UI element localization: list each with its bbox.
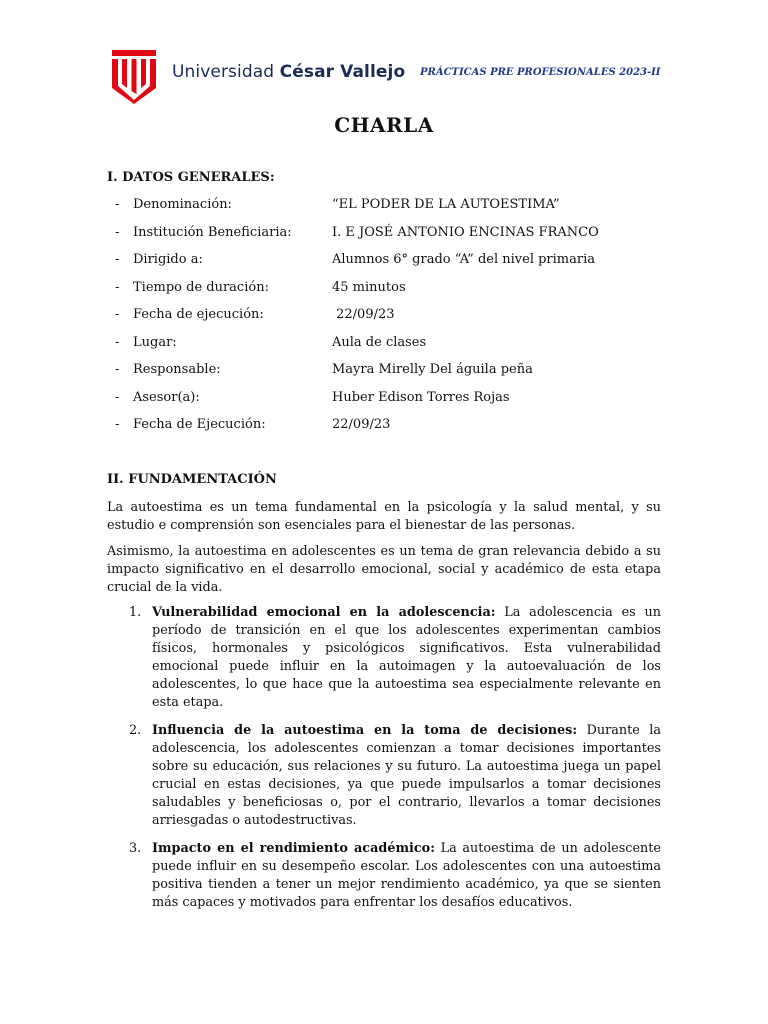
- dato-label: Dirigido a:: [133, 252, 203, 267]
- list-number: 3.: [129, 841, 142, 856]
- list-item: [107, 722, 661, 830]
- dato-value: Aula de clases: [332, 334, 427, 350]
- bullet-dash: -: [115, 389, 120, 405]
- list-item: [107, 604, 661, 712]
- bullet-dash: -: [115, 197, 120, 212]
- list-item-text: Durante la adolescencia, los adolescentes comienzan a tomar decisiones importantes sobre su educación, sus relaciones y su futuro. La autoestima juega un papel crucial en estas decisiones, ya que puede impulsarlos a tomar decisiones saludables y beneficiosas o, por el contrario, llevarlos a tomar decisiones arriesgadas o autodestructivas.: [152, 723, 661, 828]
- list-item-text: La adolescencia es un período de transición en el que los adolescentes experimentan cambios físicos, hormonales y psicológicos significativos. Esta vulnerabilidad emocional puede influir en la autoimagen y la autoevaluación de los adolescentes, lo que hace que la autoestima sea especialmente relevante en esta etapa.: [152, 605, 661, 710]
- dato-value: Alumnos 6° grado “A” del nivel primaria: [332, 252, 596, 267]
- university-name: Universidad César Vallejo: [172, 62, 406, 82]
- bullet-dash: -: [115, 307, 120, 322]
- paragraph-1: La autoestima es un tema fundamental en la psicología y la salud mental, y su estudio e comprensión son esenciales para el bienestar de las personas.: [107, 500, 661, 533]
- dato-value: “EL PODER DE LA AUTOESTIMA”: [332, 197, 560, 212]
- section-fundamentacion-heading: II. FUNDAMENTACIÓN: [107, 472, 277, 487]
- dato-row-duracion: [0, 280, 768, 308]
- bullet-dash: -: [115, 362, 120, 377]
- list-number: 1.: [129, 605, 142, 620]
- dato-row-fecha-ejecucion: [0, 307, 768, 335]
- university-logo: [112, 50, 156, 104]
- dato-label: Tiempo de duración:: [133, 279, 269, 295]
- dato-value: Mayra Mirelly Del águila peña: [332, 362, 533, 377]
- bullet-dash: -: [115, 224, 120, 240]
- fundamentacion-list: [107, 604, 661, 922]
- dato-value: 45 minutos: [332, 279, 406, 295]
- list-number: 2.: [129, 723, 142, 738]
- dato-label: Lugar:: [133, 334, 177, 350]
- list-item-lead: Vulnerabilidad emocional en la adolescencia:: [152, 605, 496, 620]
- dato-value: 22/09/23: [332, 307, 395, 322]
- bullet-dash: -: [115, 279, 120, 295]
- dato-row-dirigido: [0, 252, 768, 280]
- dato-value: Huber Edison Torres Rojas: [332, 389, 510, 405]
- datos-generales-list: [0, 197, 768, 445]
- dato-value: I. E JOSÉ ANTONIO ENCINAS FRANCO: [332, 224, 599, 240]
- dato-label: Denominación:: [133, 197, 232, 212]
- bullet-dash: -: [115, 334, 120, 350]
- section-datos-generales-heading: I. DATOS GENERALES:: [107, 170, 275, 185]
- bullet-dash: -: [115, 252, 120, 267]
- page-title: CHARLA: [334, 113, 434, 137]
- dato-label: Institución Beneficiaria:: [133, 224, 292, 240]
- dato-label: Fecha de Ejecución:: [133, 417, 266, 432]
- dato-row-institucion: [0, 225, 768, 253]
- dato-value: 22/09/23: [332, 417, 391, 432]
- dato-row-asesor: [0, 390, 768, 418]
- dato-label: Responsable:: [133, 362, 221, 377]
- dato-row-lugar: [0, 335, 768, 363]
- list-item-lead: Influencia de la autoestima en la toma de decisiones:: [152, 723, 578, 738]
- list-item: [107, 840, 661, 912]
- dato-row-denominacion: [0, 197, 768, 225]
- bullet-dash: -: [115, 417, 120, 432]
- practicas-header: PRÁCTICAS PRE PROFESIONALES 2023-II: [420, 67, 661, 78]
- dato-row-responsable: [0, 362, 768, 390]
- dato-row-fecha-ejecucion-2: [0, 417, 768, 445]
- dato-label: Fecha de ejecución:: [133, 307, 264, 322]
- list-item-text: La autoestima de un adolescente puede influir en su desempeño escolar. Los adolescentes con una autoestima positiva tienden a tener un mejor rendimiento académico, ya que se sienten más capaces y motivados para enfrentar los desafíos educativos.: [152, 841, 661, 910]
- list-item-lead: Impacto en el rendimiento académico:: [152, 841, 435, 856]
- dato-label: Asesor(a):: [133, 389, 200, 405]
- paragraph-2: Asimismo, la autoestima en adolescentes es un tema de gran relevancia debido a su impacto significativo en el desarrollo emocional, social y académico de esta etapa crucial de la vida.: [107, 544, 661, 595]
